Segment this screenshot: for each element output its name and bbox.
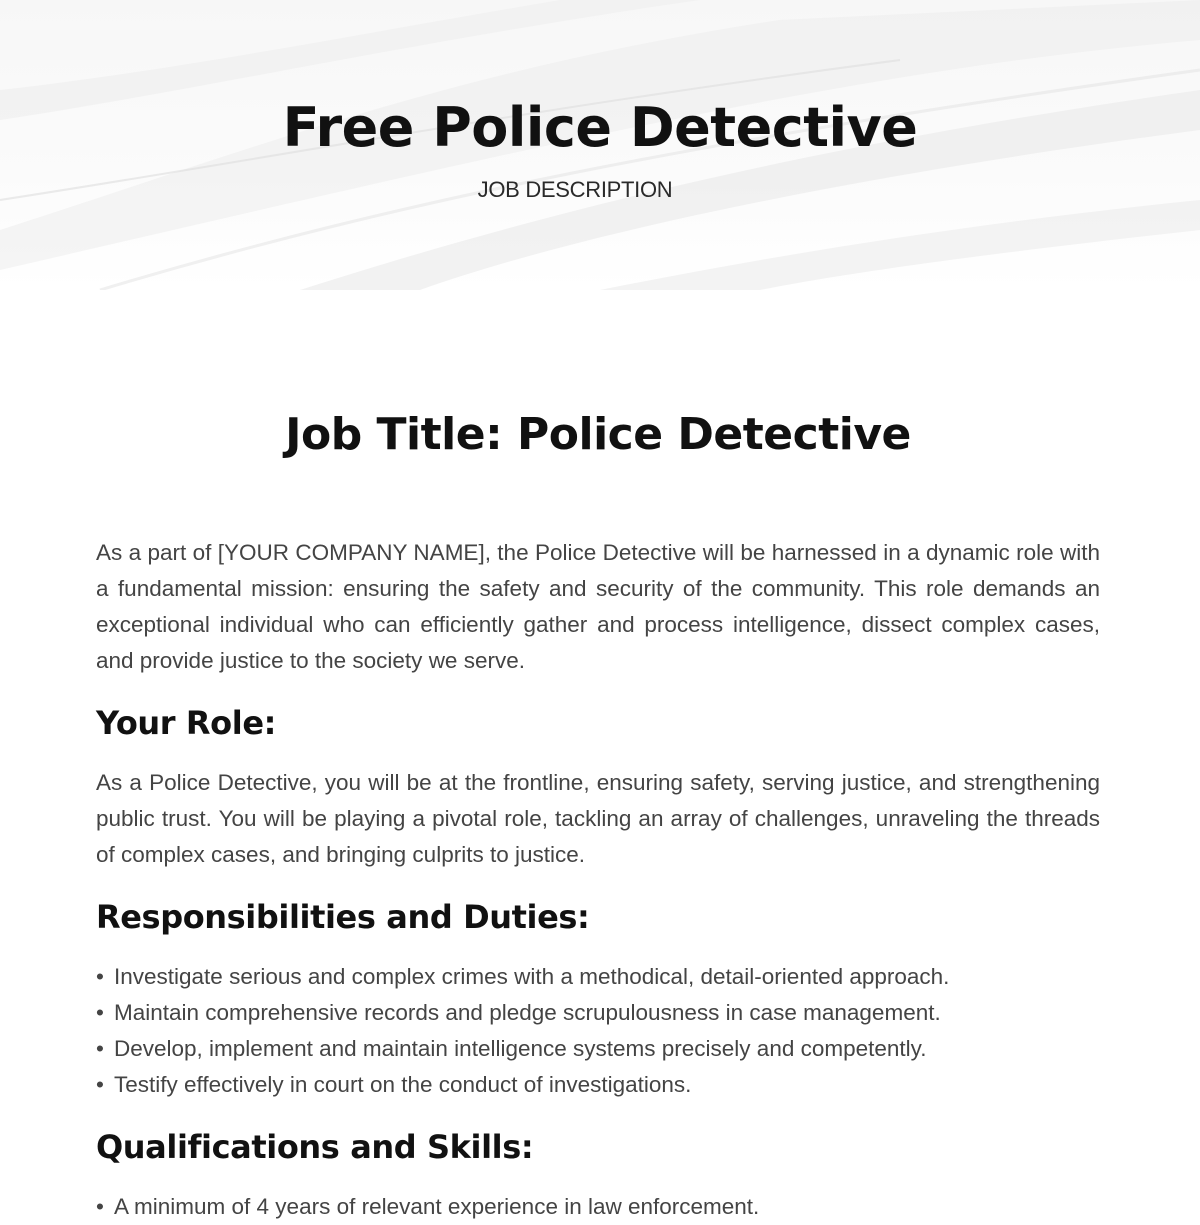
responsibilities-list [96,959,1100,1103]
list-item [96,959,1100,995]
list-item-text: A minimum of 4 years of relevant experience in law enforcement. [114,1194,760,1219]
intro-paragraph: As a part of [YOUR COMPANY NAME], the Police Detective will be harnessed in a dynamic role with a fundamental mission: ensuring the safety and security of the community. This role demands an exceptional individual who can efficiently gather and process intelligence, dissect complex cases, and provide justice to the society we serve. [96,540,1100,673]
job-title-heading: Job Title: Police Detective [285,409,911,460]
bullet-icon: • [96,1000,104,1025]
section-heading-your-role: Your Role: [96,704,277,742]
qualifications-list [96,1189,1100,1225]
list-item [96,1189,1100,1225]
bullet-icon: • [96,964,104,989]
list-item-text: Investigate serious and complex crimes with a methodical, detail-oriented approach. [114,964,950,989]
bullet-icon: • [96,1194,104,1219]
list-item [96,1031,1100,1067]
list-item [96,1067,1100,1103]
list-item [96,995,1100,1031]
bullet-icon: • [96,1072,104,1097]
your-role-paragraph: As a Police Detective, you will be at the frontline, ensuring safety, serving justice, and strengthening public trust. You will be playing a pivotal role, tackling an array of challenges, unraveling the threads of complex cases, and bringing culprits to justice. [96,770,1100,867]
document-body [96,405,1100,1225]
section-heading-qualifications: Qualifications and Skills: [96,1128,534,1166]
header-banner [0,0,1200,290]
list-item-text: Testify effectively in court on the conduct of investigations. [114,1072,692,1097]
bullet-icon: • [96,1036,104,1061]
list-item-text: Maintain comprehensive records and pledge scrupulousness in case management. [114,1000,941,1025]
document-subtitle: JOB DESCRIPTION [477,177,673,202]
document-title: Free Police Detective [282,96,918,159]
list-item-text: Develop, implement and maintain intelligence systems precisely and competently. [114,1036,927,1061]
section-heading-responsibilities: Responsibilities and Duties: [96,898,590,936]
